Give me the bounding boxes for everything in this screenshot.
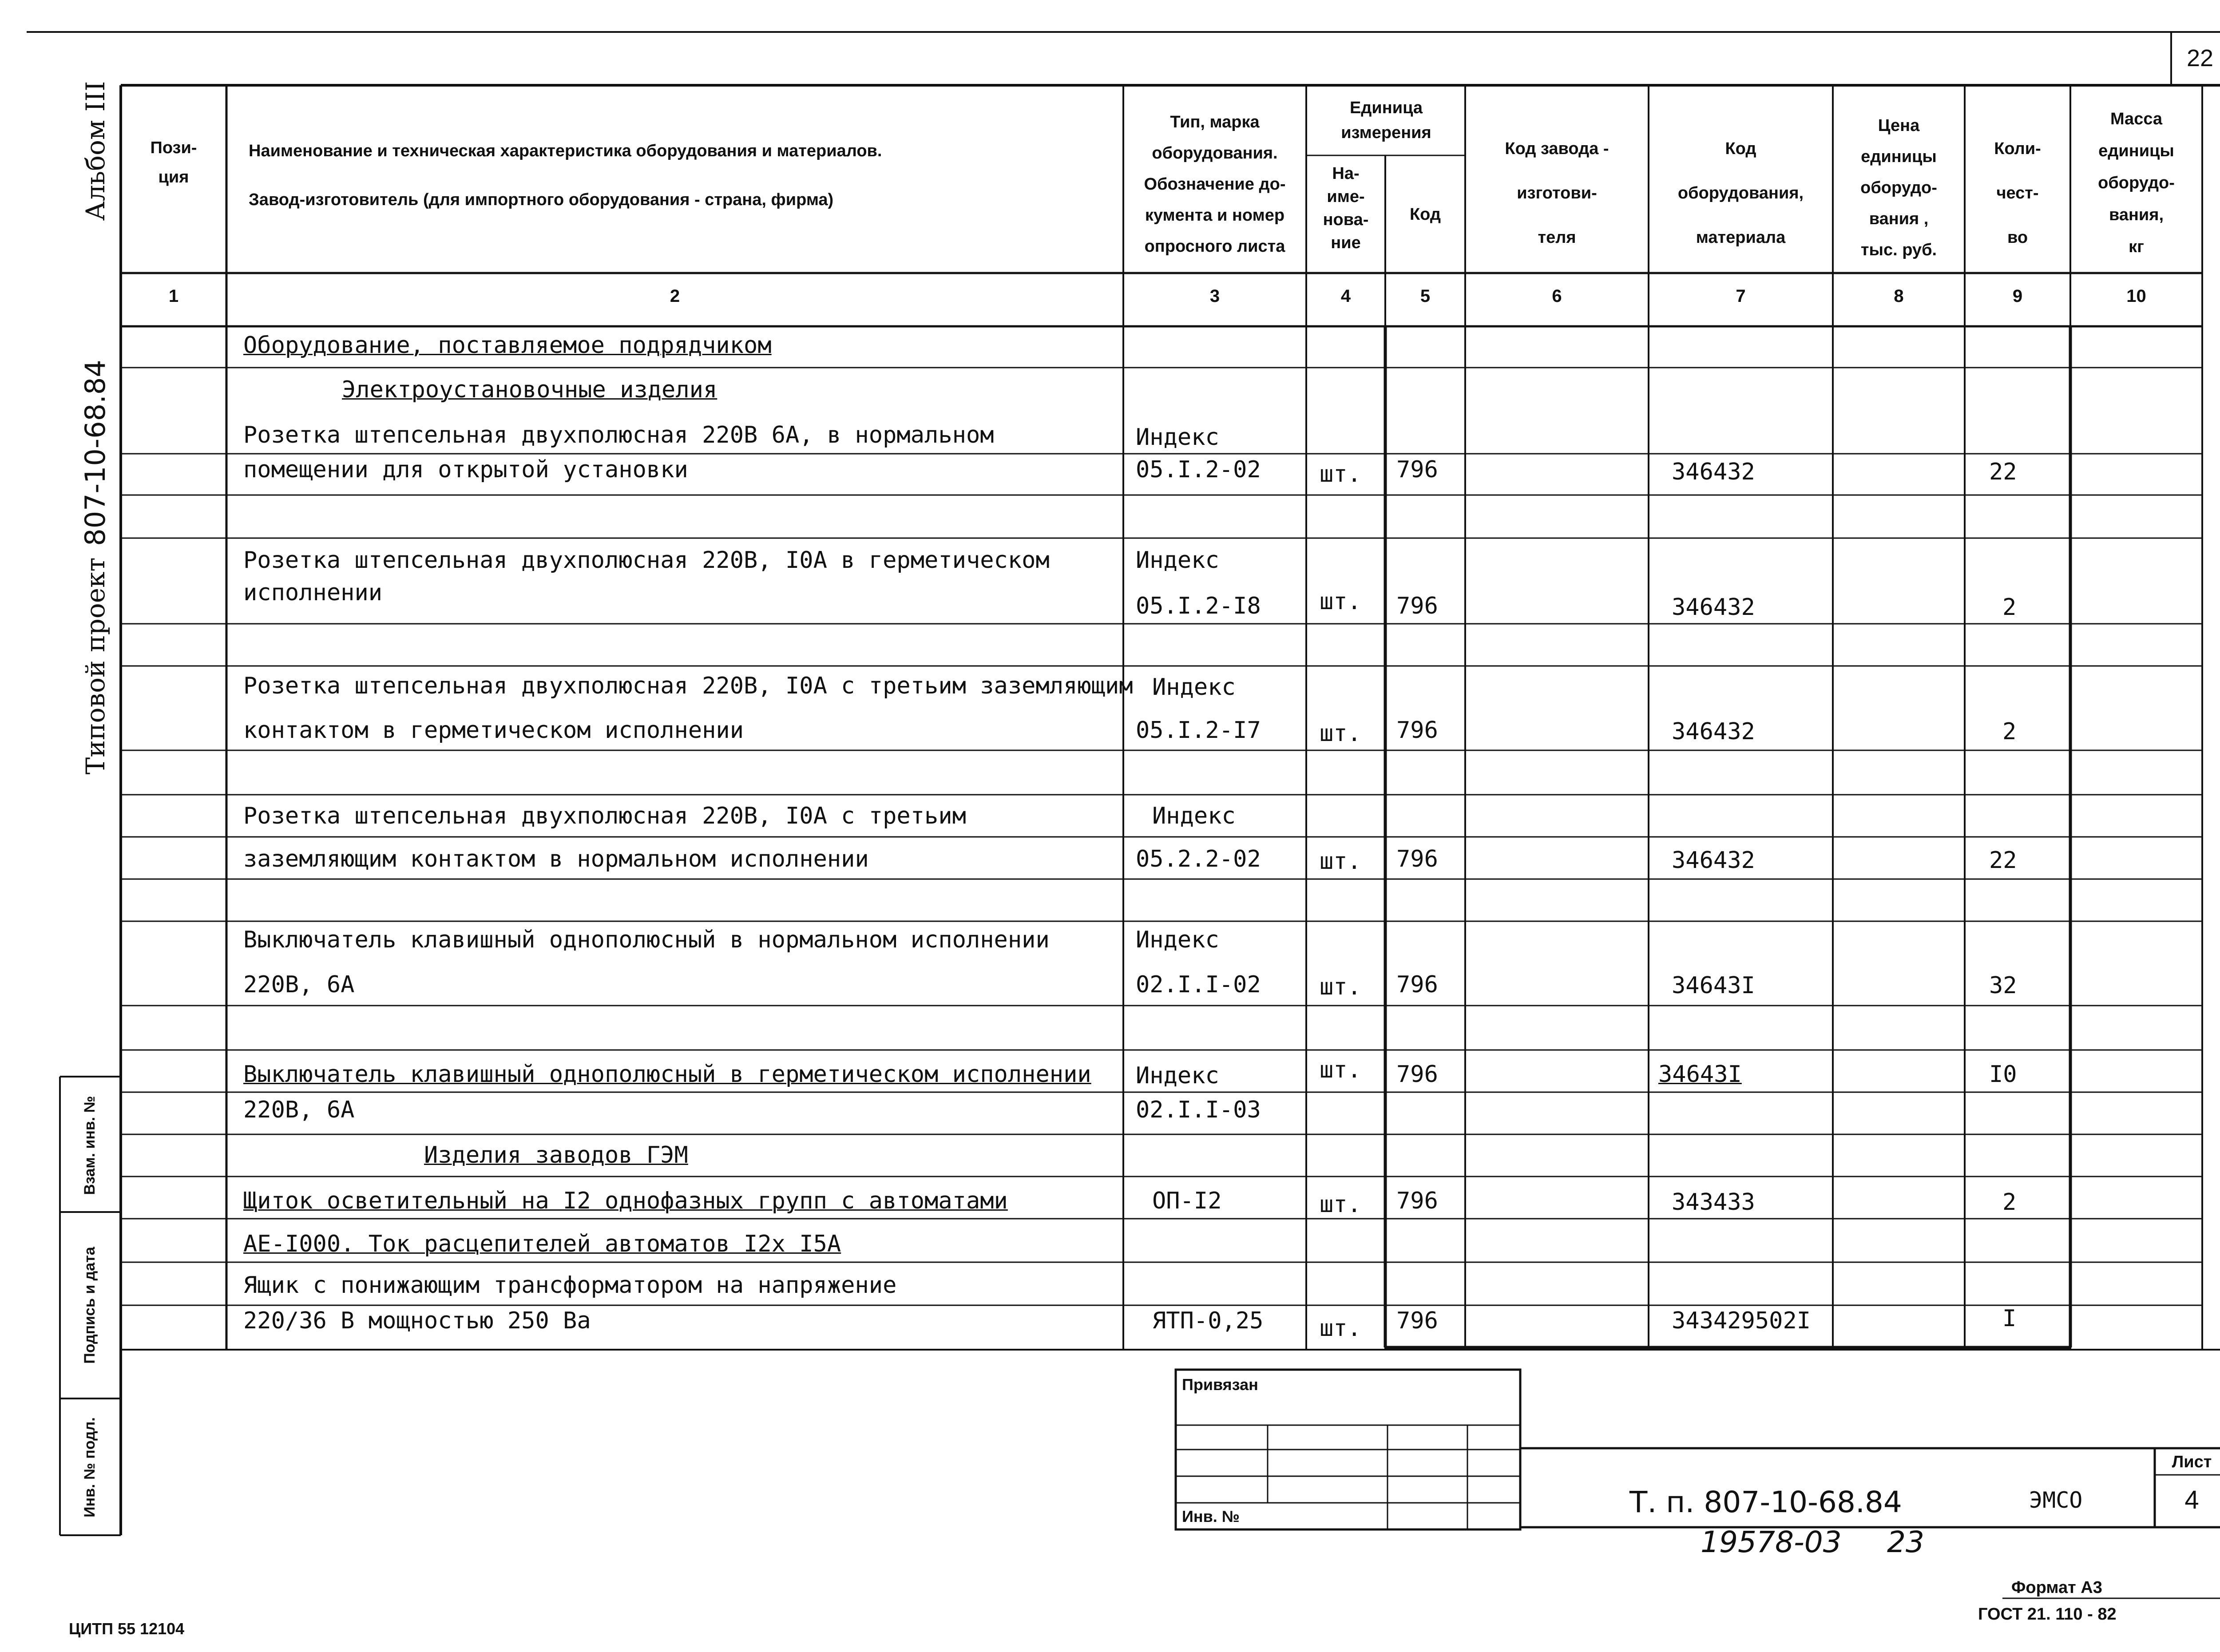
row4-name-line1: Розетка штепсельная двухполюсная 220В, I0А с третьим xyxy=(243,803,966,829)
col-number-2: 2 xyxy=(670,286,680,306)
row4-equipment-code: 346432 xyxy=(1672,847,1755,874)
row5-qty: 32 xyxy=(1989,972,2017,999)
col-number-1: 1 xyxy=(168,286,179,306)
row7-name-line2: АЕ-I000. Ток расцепителей автоматов I2х I5А xyxy=(243,1231,841,1257)
row5-equipment-code: 34643I xyxy=(1672,972,1755,999)
row5-name-line2: 220В, 6А xyxy=(243,971,355,998)
row3-unit: шт. xyxy=(1320,720,1361,747)
row6-type-line2: 02.I.I-03 xyxy=(1136,1097,1261,1123)
stamp-inv-label: Инв. № подл. xyxy=(81,1417,98,1517)
section-wiring-devices: Электроустановочные изделия xyxy=(342,376,718,403)
sheet-number: 22 xyxy=(2186,45,2214,71)
row6-unit-code: 796 xyxy=(1396,1061,1438,1088)
row3-equipment-code: 346432 xyxy=(1672,718,1755,745)
col-number-4: 4 xyxy=(1340,286,1351,306)
row4-unit: шт. xyxy=(1320,848,1361,875)
footer-format: Формат А3 xyxy=(2011,1578,2102,1597)
row2-name-line2: исполнении xyxy=(243,579,383,606)
row5-type-line2: 02.I.I-02 xyxy=(1136,971,1261,998)
row1-name-line1: Розетка штепсельная двухполюсная 220В 6А, в нормальном xyxy=(243,422,994,448)
row6-name-line1: Выключатель клавишный однополюсный в герметическом исполнении xyxy=(243,1061,1091,1088)
row1-type-line2: 05.I.2-02 xyxy=(1136,456,1261,483)
row8-unit: шт. xyxy=(1320,1315,1361,1342)
stamp-podpis-label: Подпись и дата xyxy=(81,1247,98,1364)
row4-qty: 22 xyxy=(1989,847,2017,874)
project-code-vertical: 807-10-68.84 xyxy=(79,360,111,546)
row3-qty: 2 xyxy=(2002,718,2017,745)
row4-type-line2: 05.2.2-02 xyxy=(1136,846,1261,872)
row8-name-line1: Ящик с понижающим трансформатором на напряжение xyxy=(243,1272,897,1299)
stamp-inv-no: Инв. № xyxy=(1182,1507,1240,1525)
row1-qty: 22 xyxy=(1989,459,2017,485)
stamp-list-number: 4 xyxy=(2184,1486,2199,1514)
row3-unit-code: 796 xyxy=(1396,717,1438,744)
row7-name-line1: Щиток осветительный на I2 однофазных групп с автоматами xyxy=(243,1188,1008,1214)
row3-type-line1: Индекс xyxy=(1152,674,1236,701)
row7-equipment-code: 343433 xyxy=(1672,1189,1755,1216)
header-name: Наименование и техническая характеристика оборудования и материалов. Завод-изготовитель (для импортного оборудования - страна, фирма) xyxy=(249,142,882,209)
header-mass: Масса единицы оборудо- вания, кг xyxy=(2098,110,2175,256)
row4-type-line1: Индекс xyxy=(1152,803,1236,829)
row2-type-line1: Индекс xyxy=(1136,547,1219,574)
col-number-9: 9 xyxy=(2012,286,2023,306)
row2-unit: шт. xyxy=(1320,588,1361,615)
row4-unit-code: 796 xyxy=(1396,846,1438,872)
row7-unit: шт. xyxy=(1320,1191,1361,1218)
stamp-privyazan: Привязан xyxy=(1182,1375,1258,1394)
row2-equipment-code: 346432 xyxy=(1672,594,1755,621)
header-price: Цена единицы оборудо- вания , тыс. руб. xyxy=(1860,116,1937,259)
row3-type-line2: 05.I.2-I7 xyxy=(1136,717,1261,744)
col-number-7: 7 xyxy=(1736,286,1746,306)
stamp-vzam-label: Взам. инв. № xyxy=(81,1096,98,1195)
row8-type: ЯТП-0,25 xyxy=(1152,1307,1264,1334)
col-number-5: 5 xyxy=(1420,286,1431,306)
row7-qty: 2 xyxy=(2002,1189,2017,1216)
row6-unit: шт. xyxy=(1320,1057,1361,1083)
row1-type-line1: Индекс xyxy=(1136,424,1219,451)
row5-name-line1: Выключатель клавишный однополюсный в нормальном исполнении xyxy=(243,927,1050,953)
row6-name-line2: 220В, 6А xyxy=(243,1097,355,1123)
row2-unit-code: 796 xyxy=(1396,593,1438,619)
row6-equipment-code: 34643I xyxy=(1658,1061,1742,1088)
row2-type-line2: 05.I.2-I8 xyxy=(1136,593,1261,619)
row1-equipment-code: 346432 xyxy=(1672,459,1755,485)
stamp-list-label: Лист xyxy=(2172,1453,2212,1471)
row8-equipment-code: 343429502I xyxy=(1672,1307,1811,1334)
row8-unit-code: 796 xyxy=(1396,1307,1438,1334)
header-unit-code: Код xyxy=(1409,205,1441,224)
row6-qty: I0 xyxy=(1989,1061,2017,1088)
header-equipment-code: Код оборудования, материала xyxy=(1677,139,1804,247)
row7-type: ОП-I2 xyxy=(1152,1188,1222,1214)
row3-name-line1: Розетка штепсельная двухполюсная 220В, I0А с третьим заземляющим xyxy=(243,673,1133,699)
row3-name-line2: контактом в герметическом исполнении xyxy=(243,717,744,744)
header-position: Пози- ция xyxy=(150,139,197,186)
row2-qty: 2 xyxy=(2002,594,2017,621)
section-contractor-equipment: Оборудование, поставляемое подрядчиком xyxy=(243,332,772,359)
footer-print-code: ЦИТП 55 12104 xyxy=(69,1620,185,1638)
row2-name-line1: Розетка штепсельная двухполюсная 220В, I0А в герметическом xyxy=(243,547,1050,574)
row5-unit: шт. xyxy=(1320,974,1361,1000)
project-label: Типовой проект xyxy=(80,557,111,775)
header-unit-name: На- име- нова- ние xyxy=(1323,164,1369,252)
handwritten-page: 23 xyxy=(1887,1525,1924,1559)
row5-unit-code: 796 xyxy=(1396,971,1438,998)
col-number-6: 6 xyxy=(1552,286,1562,306)
col-number-10: 10 xyxy=(2126,286,2146,306)
handwritten-number: 19578-03 xyxy=(1701,1525,1842,1559)
row7-unit-code: 796 xyxy=(1396,1188,1438,1214)
album-label: Альбом III xyxy=(80,81,111,221)
row1-unit-code: 796 xyxy=(1396,456,1438,483)
row4-name-line2: заземляющим контактом в нормальном исполнении xyxy=(243,846,869,872)
col-number-3: 3 xyxy=(1209,286,1220,306)
row8-name-line2: 220/36 В мощностью 250 Ва xyxy=(243,1307,591,1334)
header-unit: Единица измерения xyxy=(1341,99,1431,142)
col-number-8: 8 xyxy=(1894,286,1904,306)
header-factory-code: Код завода - изготови- теля xyxy=(1505,139,1609,247)
section-gem-products: Изделия заводов ГЭМ xyxy=(424,1142,688,1169)
stamp-designation: Т. п. 807-10-68.84 xyxy=(1629,1485,1902,1519)
header-qty: Коли- чест- во xyxy=(1994,139,2041,247)
footer-gost: ГОСТ 21. 110 - 82 xyxy=(1978,1605,2117,1624)
row5-type-line1: Индекс xyxy=(1136,927,1219,953)
stamp-organization: ЭМСО xyxy=(2029,1487,2083,1513)
row1-unit: шт. xyxy=(1320,461,1361,487)
row8-qty: I xyxy=(2002,1305,2017,1332)
header-type: Тип, марка оборудования. Обозначение до- кумента и номер опросного листа xyxy=(1144,113,1286,256)
row1-name-line2: помещении для открытой установки xyxy=(243,456,688,483)
row6-type-line1: Индекс xyxy=(1136,1062,1219,1089)
